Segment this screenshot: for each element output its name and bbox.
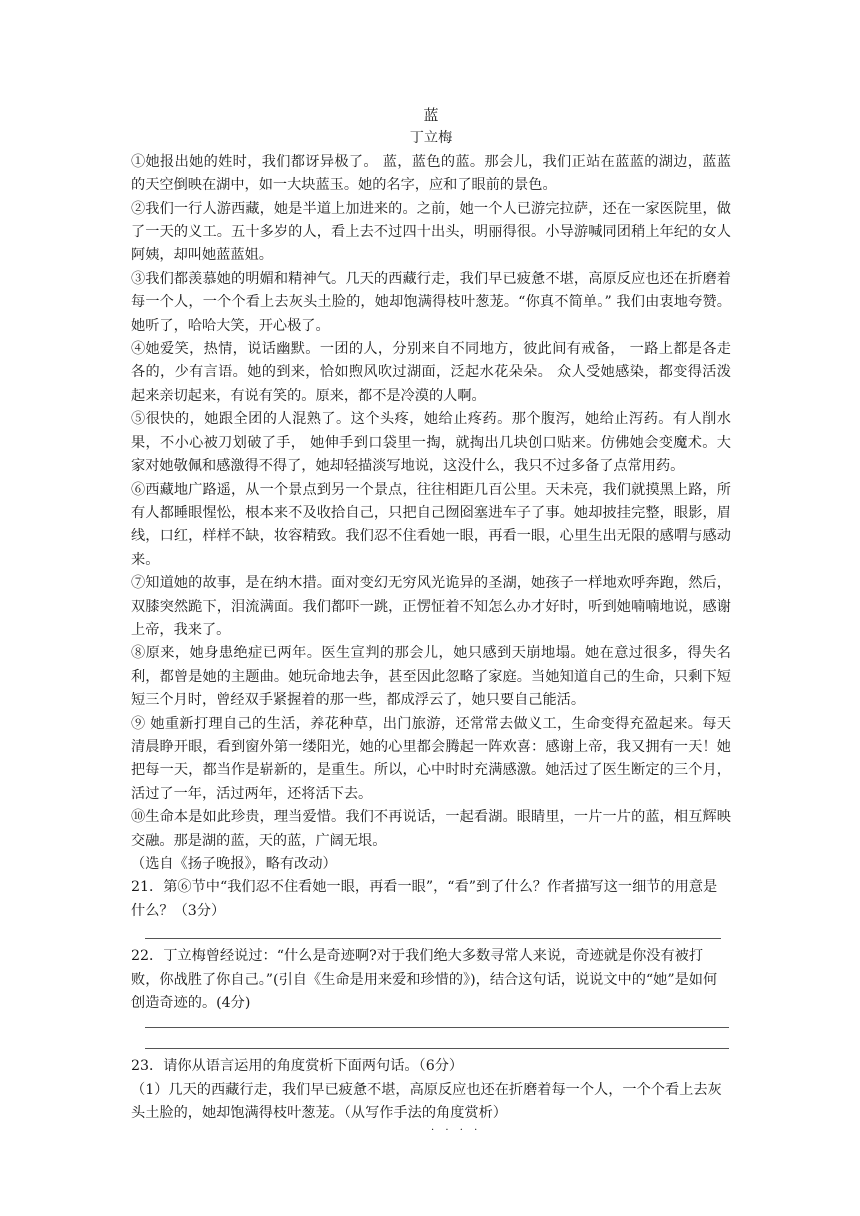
article-source: （选自《扬子晚报》，略有改动） [131,856,337,872]
paragraph-3: ③我们都羡慕她的明媚和精神气。几天的西藏行走，我们早已疲惫不堪，高原反应也还在折磨着每一个人，一个个看上去灰头土脸的，她却饱满得枝叶葱茏。“你真不简单。” 我们由衷地夸赞。她听了，哈哈大笑，开心极了。 [131,270,731,334]
paragraph-6: ⑥西藏地广路遥，从一个景点到另一个景点，往往相距几百公里。天未亮，我们就摸黑上路，所有人都睡眼惺忪，根本来不及收拾自己，只把自己囫囵塞进车子了事。她却披挂完整，眼影，眉线，口红，样样不缺，妆容精致。我们忍不住看她一眼，再看一眼，心里生出无限的感喟与感动来。 [131,481,731,568]
question-23-part-1: （1）几天的西藏行走，我们早已疲惫不堪，高原反应也还在折磨着每一个人，一个个看上去灰头土脸的，她却饱满得枝叶葱茏。（从写作手法的角度赏析） [131,1081,722,1122]
article-author: 丁立梅 [409,130,453,147]
emphasis-marks: · · · · [431,1124,482,1136]
paragraph-1: ①她报出她的姓时，我们都讶异极了。 蓝，蓝色的蓝。那会儿，我们正站在蓝蓝的湖边，蓝蓝的天空倒映在湖中，如一大块蓝玉。她的名字，应和了眼前的景色。 [131,153,731,194]
article-title: 蓝 [423,106,439,124]
paragraph-9: ⑨ 她重新打理自己的生活，养花种草，出门旅游，还常常去做义工，生命变得充盈起来。每天清晨睁开眼，看到窗外第一缕阳光，她的心里都会腾起一阵欢喜：感谢上帝，我又拥有一天！她把每一天，都当作是崭新的，是重生。所以，心中时时充满感激。她活过了医生断定的三个月， 活过了一年，活过两年，还将活下去。 [131,715,731,802]
paragraph-2: ②我们一行人游西藏，她是半道上加进来的。之前，她一个人已游完拉萨，还在一家医院里，做了一天的义工。五十多岁的人，看上去不过四十出头，明丽得很。小导游喊同团稍上年纪的女人阿姨，却叫她蓝蓝姐。 [131,200,731,264]
question-22: 22．丁立梅曾经说过：“什么是奇迹啊?对于我们绝大多数寻常人来说，奇迹就是你没有被打败，你战胜了你自己。”(引自《生命是用来爱和珍惜的》)，结合这句话，说说文中的“她”是如何创造奇迹的。(4分) [131,948,718,1012]
question-23: 23．请你从语言运用的角度赏析下面两句话。（6分） [131,1058,464,1075]
paragraph-7: ⑦知道她的故事，是在纳木措。面对变幻无穷风光诡异的圣湖，她孩子一样地欢呼奔跑，然后，双膝突然跪下，泪流满面。我们都吓一跳，正愣怔着不知怎么办才好时，听到她喃喃地说，感谢上帝，我来了。 [131,575,731,638]
paragraph-4: ④她爱笑，热情，说话幽默。一团的人，分别来自不同地方，彼此间有戒备， 一路上都是各走各的，少有言语。她的到来，恰如煦风吹过湖面，泛起水花朵朵。 众人受她感染，都变得活泼起来亲切起来，有说有笑的。原来，都不是冷漠的人啊。 [131,341,731,404]
paragraph-10: ⑩生命本是如此珍贵，理当爱惜。我们不再说话，一起看湖。眼睛里，一片一片的蓝，相互辉映交融。那是湖的蓝，天的蓝，广阔无垠。 [131,809,731,849]
document-page [131,104,731,1136]
paragraph-5: ⑤很快的，她跟全团的人混熟了。这个头疼，她给止疼药。那个腹泻，她给止泻药。有人削水果，不小心被刀划破了手， 她伸手到口袋里一掏，就掏出几块创口贴来。仿佛她会变魔术。大家对她敬佩和感激得不得了，她却轻描淡写地说，这没什么，我只不过多备了点常用药。 [131,411,731,475]
question-21: 21．第⑥节中“我们忍不住看她一眼，再看一眼”，“看”到了什么？作者描写这一细节的用意是什么？（3分） [131,879,718,919]
paragraph-8: ⑧原来，她身患绝症已两年。医生宣判的那会儿，她只感到天崩地塌。她在意过很多，得失名利，都曾是她的主题曲。她玩命地去争，甚至因此忽略了家庭。当她知道自己的生命，只剩下短短三个月时，曾经双手紧握着的那一些，都成浮云了，她只要自己能活。 [131,645,731,709]
